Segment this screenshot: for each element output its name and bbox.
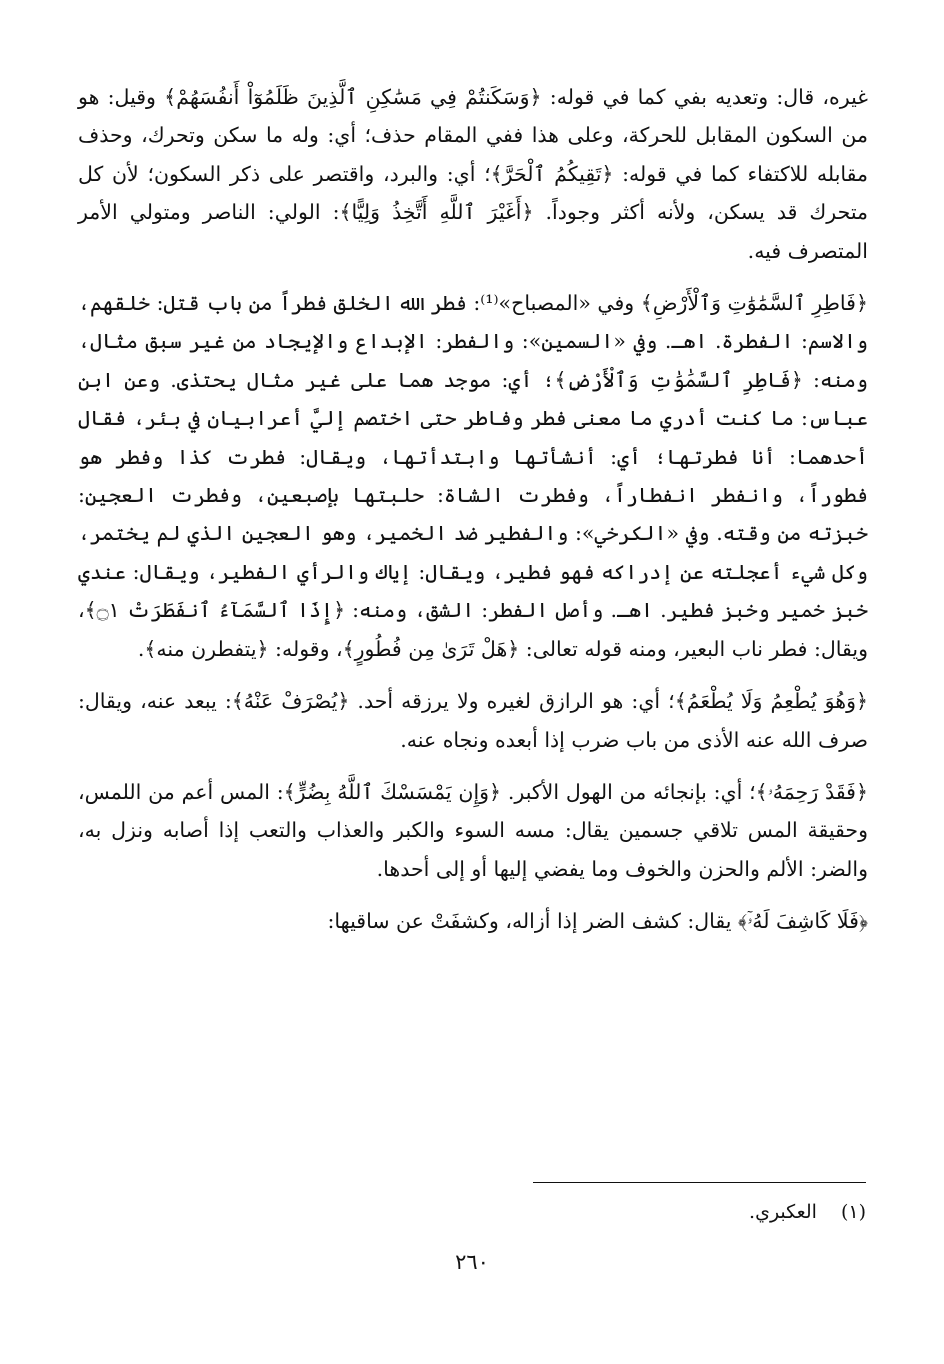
footnote [749, 1198, 866, 1226]
paragraph-2: ﴿فَاطِرِ ٱلسَّمَٰوَٰتِ وَٱلْأَرْضِ﴾ وفي «المصباح»⁽¹⁾: فطر الله الخلق فطراً من باب قتل: خلقهم، والاسم: الفطرة. اهـ. وفي «السمين»: والفطر: الإبداع والإيجاد من غير سبق مثال، ومنه: ﴿فَاطِرِ ٱلسَّمَٰوَٰتِ وَٱلْأَرْضِ﴾؛ أي: موجد هما على غير مثال يحتذى. وعن ابن عباس: ما كنت أدري ما معنى فطر وفاطر حتى اختصم إليَّ أعرابيان في بئر، فقال أحدهما: أنا فطرتها؛ أي: أنشأتها وابتدأتها، ويقال: فطرت كذا وفطر هو فطوراً، وانفطر انفطاراً، وفطرت الشاة: حلبتها بإصبعين، وفطرت العجين: خبزته من وقته. وفي «الكرخي»: والفطير ضد الخمير، وهو العجين الذي لم يختمر، وكل شيء أعجلته عن إدراكه فهو فطير، ويقال: إياك والرأي الفطير، ويقال: عندي خبز خمير وخبز فطير. اهـ. وأصل الفطر: الشق، ومنه: ﴿إِذَا ٱلسَّمَآءُ ٱنفَطَرَتْ ۝١﴾، ويقال: فطر ناب البعير، ومنه قوله تعالى: ﴿هَلْ تَرَىٰ مِن فُطُورٍ﴾، وقوله: ﴿يتفطرن منه﴾. [77, 291, 868, 661]
paragraph-1: غيره، قال: وتعديه بفي كما في قوله: ﴿وَسَكَنتُمْ فِي مَسَٰكِنِ ٱلَّذِينَ ظَلَمُوٓاْ أَنفُسَهُمْ﴾ وقيل: هو من السكون المقابل للحركة، وعلى هذا ففي المقام حذف؛ أي: وله ما سكن وتحرك، وحذف مقابله للاكتفاء كما في قوله: ﴿تَقِيكُمُ ٱلْحَرَّ﴾؛ أي: والبرد، واقتصر على ذكر السكون؛ لأن كل متحرك قد يسكن، ولأنه أكثر وجوداً. ﴿أَغَيْرَ ٱللَّهِ أَتَّخِذُ وَلِيًّا﴾: الولي: الناصر ومتولي الأمر المتصرف فيه. [78, 85, 868, 263]
footnote-text: العكبري. [749, 1201, 817, 1223]
paragraph-3: ﴿وَهُوَ يُطْعِمُ وَلَا يُطْعَمُ﴾؛ أي: هو الرازق لغيره ولا يرزقه أحد. ﴿يُصْرَفْ عَنْهُ﴾: يبعد عنه، ويقال: صرف الله عنه الأذى من باب ضرب إذا أبعده ونجاه عنه. [78, 689, 868, 752]
paragraph-4: ﴿فَقَدْ رَحِمَهُۥ﴾؛ أي: بإنجائه من الهول الأكبر. ﴿وَإِن يَمْسَسْكَ ٱللَّهُ بِضُرٍّ﴾: المس أعم من اللمس، وحقيقة المس تلاقي جسمين يقال: مسه السوء والكبر والعذاب والتعب إذا أصابه ونزل به، والضر: الألم والحزن والخوف وما يفضي إليها أو إلى أحدها. [78, 779, 868, 881]
paragraph-5: ﴿فَلَا كَاشِفَ لَهُۥٓ﴾ يقال: كشف الضر إذا أزاله، وكشفَتْ عن ساقيها: [327, 909, 868, 934]
page-body [78, 78, 868, 955]
footnote-divider [533, 1182, 866, 1183]
page-number: ٢٦٠ [455, 1250, 489, 1274]
footnote-number: (١) [840, 1201, 866, 1223]
